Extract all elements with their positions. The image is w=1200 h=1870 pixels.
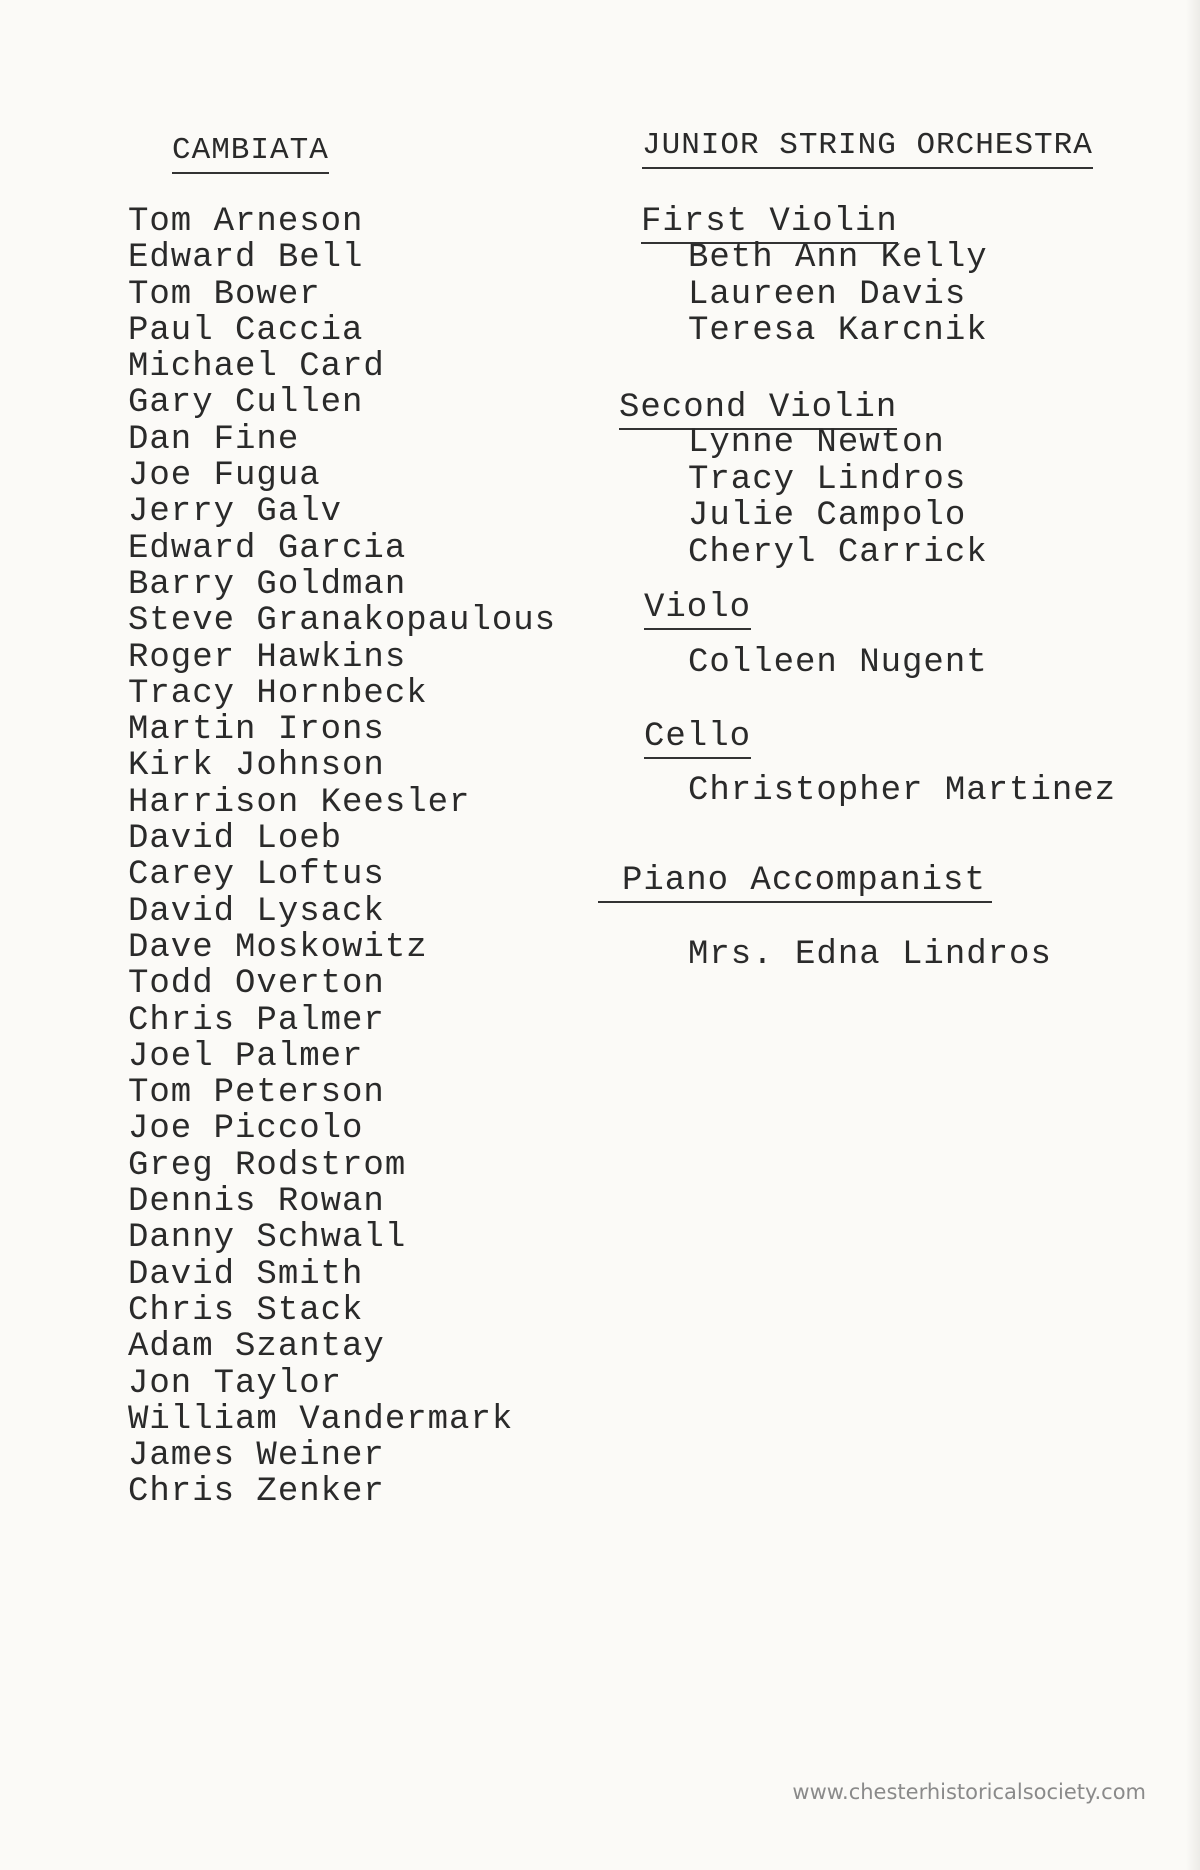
cambiata-member: Dan Fine — [128, 420, 300, 459]
cambiata-member: Steve Granakopaulous — [128, 602, 557, 641]
cambiata-member-list — [128, 204, 556, 1511]
first-violin-member: Laureen Davis — [688, 275, 967, 314]
cambiata-member: Roger Hawkins — [128, 638, 407, 677]
second-violin-member-list — [688, 425, 988, 571]
cambiata-member: Michael Card — [128, 348, 385, 387]
cambiata-member: Harrison Keesler — [128, 783, 471, 822]
cambiata-member: Martin Irons — [128, 711, 385, 750]
first-violin-member: Beth Ann Kelly — [688, 239, 988, 277]
first-violin-title: First Violin — [641, 205, 898, 244]
cambiata-member: Tracy Hornbeck — [128, 674, 428, 713]
first-violin-member: Teresa Karcnik — [688, 312, 988, 350]
cambiata-member: Danny Schwall — [128, 1219, 407, 1258]
page-edge-shadow — [1186, 0, 1200, 1870]
cambiata-member: Edward Garcia — [128, 529, 407, 568]
piano-accompanist-member: Mrs. Edna Lindros — [688, 936, 1052, 974]
cambiata-member: Tom Bower — [128, 275, 321, 314]
viola-title: Violo — [644, 591, 751, 630]
second-violin-member: Julie Campolo — [688, 497, 967, 535]
cambiata-member: Carey Loftus — [128, 856, 385, 895]
cambiata-heading: CAMBIATA — [172, 135, 329, 174]
cambiata-member: Joe Fugua — [128, 457, 321, 496]
cambiata-member: David Smith — [128, 1255, 364, 1294]
cambiata-member: Dave Moskowitz — [128, 928, 428, 967]
cambiata-member: Edward Bell — [128, 239, 364, 278]
second-violin-member: Cheryl Carrick — [688, 533, 988, 572]
cambiata-member: Joel Palmer — [128, 1037, 364, 1076]
cambiata-member: Joe Piccolo — [128, 1110, 364, 1149]
piano-accompanist-title: Piano Accompanist — [598, 864, 992, 903]
cambiata-member: Jerry Galv — [128, 493, 343, 532]
cambiata-member: James Weiner — [128, 1437, 385, 1476]
cambiata-member: William Vandermark — [128, 1400, 514, 1439]
cambiata-member: Dennis Rowan — [128, 1183, 385, 1222]
cambiata-member: Chris Stack — [128, 1291, 364, 1330]
second-violin-member: Lynne Newton — [688, 424, 945, 462]
second-violin-title: Second Violin — [619, 391, 897, 430]
cambiata-member: Paul Caccia — [128, 311, 364, 350]
cambiata-member: Gary Cullen — [128, 384, 364, 423]
cambiata-member: Tom Arneson — [128, 203, 364, 241]
cambiata-member: Barry Goldman — [128, 565, 407, 604]
cambiata-member: Chris Palmer — [128, 1001, 385, 1040]
cambiata-member: Greg Rodstrom — [128, 1146, 407, 1185]
cello-member: Christopher Martinez — [688, 772, 1117, 810]
cambiata-member: Tom Peterson — [128, 1074, 385, 1113]
orchestra-heading: JUNIOR STRING ORCHESTRA — [642, 130, 1093, 169]
cambiata-member: Chris Zenker — [128, 1473, 385, 1512]
cello-title: Cello — [644, 720, 751, 759]
cambiata-member: Todd Overton — [128, 965, 385, 1004]
watermark: www.chesterhistoricalsociety.com — [792, 1780, 1146, 1804]
second-violin-member: Tracy Lindros — [688, 460, 967, 499]
viola-member: Colleen Nugent — [688, 644, 988, 682]
cambiata-member: Kirk Johnson — [128, 747, 385, 786]
cambiata-member: Adam Szantay — [128, 1328, 385, 1367]
cambiata-member: David Loeb — [128, 820, 343, 859]
first-violin-member-list — [688, 240, 988, 350]
cambiata-member: Jon Taylor — [128, 1364, 343, 1403]
cambiata-member: David Lysack — [128, 892, 385, 931]
